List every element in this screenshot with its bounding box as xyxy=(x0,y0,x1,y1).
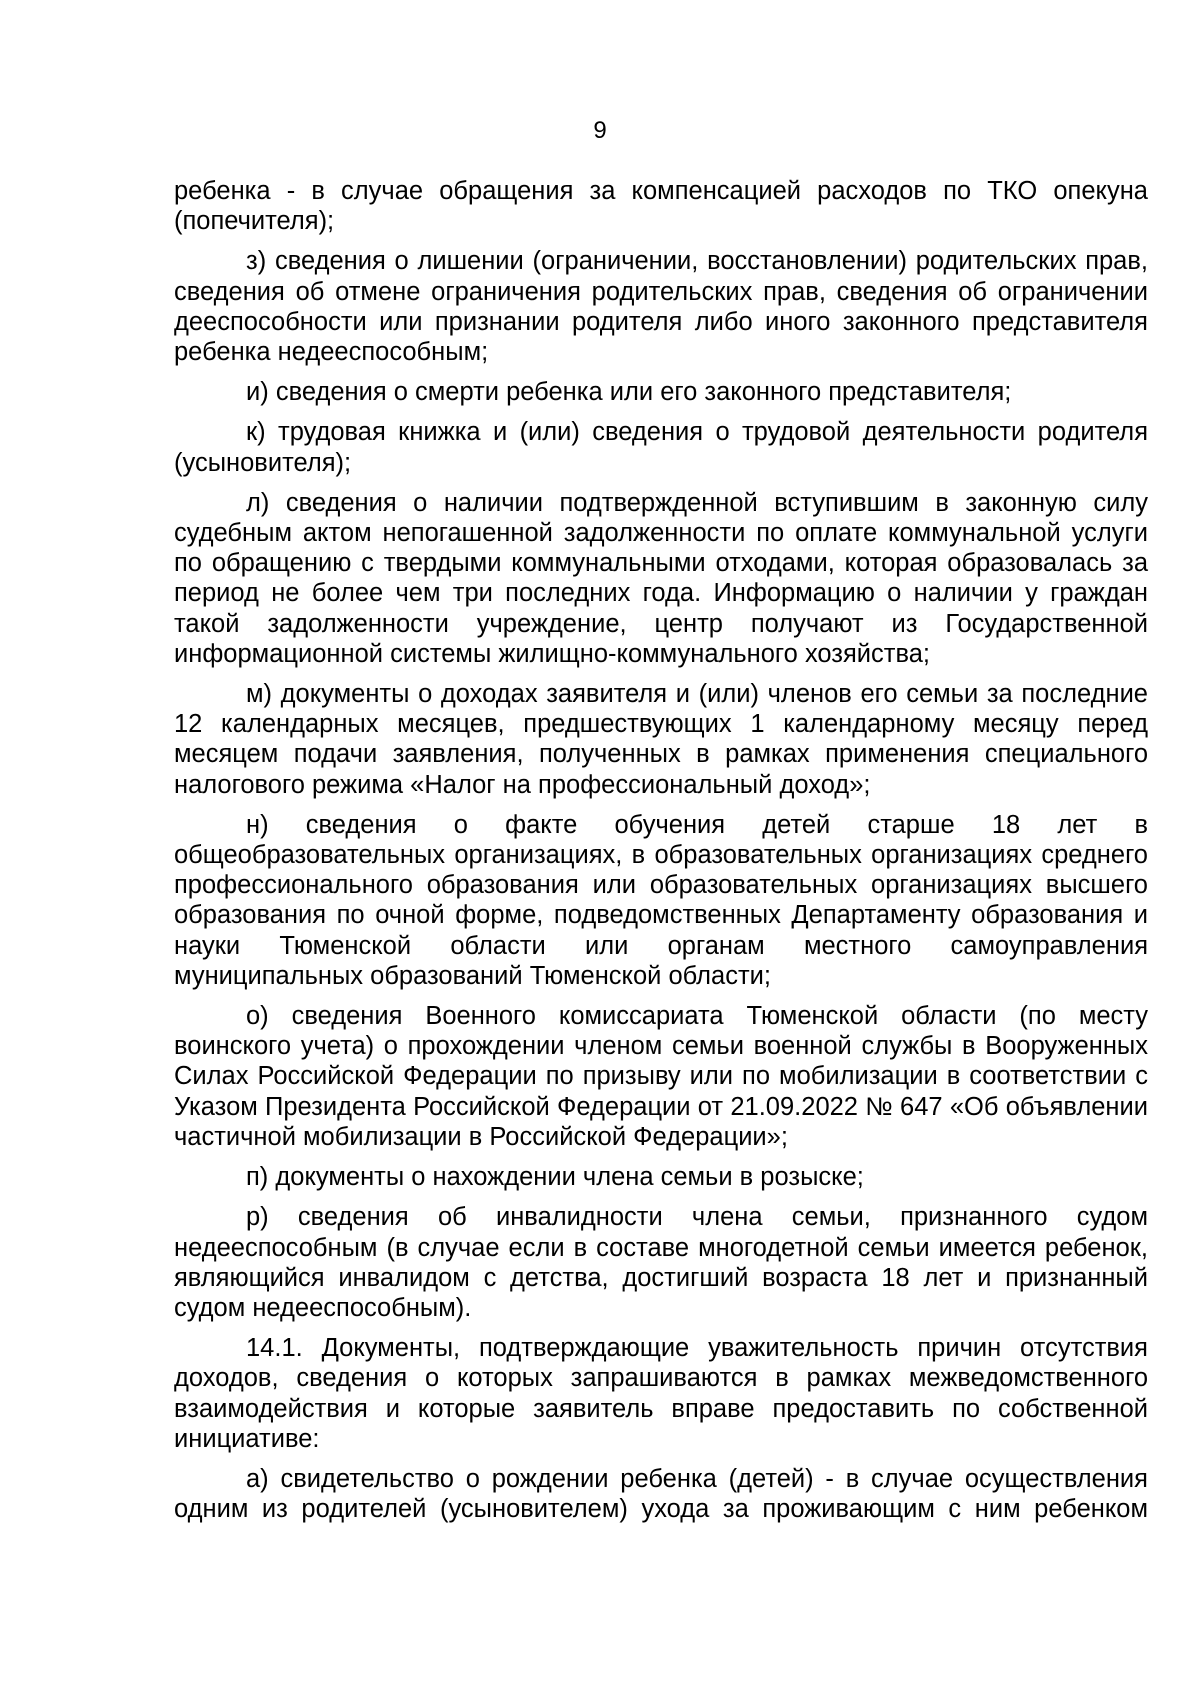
paragraph-item-z: з) сведения о лишении (ограничении, восстановлении) родительских прав, сведения об отмене ограничения родительских прав, сведения об ограничении дееспособности или признании родителя либо иного законного представителя ребенка недееспособным; xyxy=(174,247,1148,367)
paragraph-item-k: к) трудовая книжка и (или) сведения о трудовой деятельности родителя (усыновителя); xyxy=(174,418,1148,477)
paragraph-item-a: а) свидетельство о рождении ребенка (детей) - в случае осуществления одним из родителей (усыновителем) ухода за проживающим с ним ребенком xyxy=(174,1464,1148,1524)
page-number: 9 xyxy=(593,117,607,144)
paragraph-item-r: р) сведения об инвалидности члена семьи, признанного судом недееспособным (в случае если в составе многодетной семьи имеется ребенок, являющийся инвалидом с детства, достигший возраста 18 лет и признанный судом недееспособным). xyxy=(174,1203,1148,1322)
paragraph-item-l: л) сведения о наличии подтвержденной вступившим в законную силу судебным актом непогашенной задолженности по оплате коммунальной услуги по обращению с твердыми коммунальными отходами, которая образовалась за период не более чем три последних года. Информацию о наличии у граждан такой задолженности учреждение, центр получают из Государственной информационной системы жилищно-коммунального хозяйства; xyxy=(174,488,1148,668)
paragraph-item-n: н) сведения о факте обучения детей старше 18 лет в общеобразовательных организациях, в образовательных организациях среднего профессионального образования или образовательных организациях высшего образования по очной форме, подведомственных Департаменту образования и науки Тюменской области или органам местного самоуправления муниципальных образований Тюменской области; xyxy=(174,810,1148,990)
paragraph-continuation: ребенка - в случае обращения за компенсацией расходов по ТКО опекуна (попечителя); xyxy=(174,177,1148,236)
paragraph-item-i: и) сведения о смерти ребенка или его законного представителя; xyxy=(246,378,1012,407)
paragraph-section-14-1: 14.1. Документы, подтверждающие уважительность причин отсутствия доходов, сведения о которых запрашиваются в рамках межведомственного взаимодействия и которые заявитель вправе предоставить по собственной инициативе: xyxy=(174,1334,1148,1453)
paragraph-item-o: о) сведения Военного комиссариата Тюменской области (по месту воинского учета) о прохождении членом семьи военной службы в Вооруженных Силах Российской Федерации по призыву или по мобилизации в соответствии с Указом Президента Российской Федерации от 21.09.2022 № 647 «Об объявлении частичной мобилизации в Российской Федерации»; xyxy=(174,1002,1148,1151)
document-body xyxy=(174,176,1148,1534)
paragraph-item-p: п) документы о нахождении члена семьи в розыске; xyxy=(246,1163,864,1192)
paragraph-item-m: м) документы о доходах заявителя и (или) членов его семьи за последние 12 календарных месяцев, предшествующих 1 календарному месяцу перед месяцем подачи заявления, полученных в рамках применения специального налогового режима «Налог на профессиональный доход»; xyxy=(174,680,1148,799)
